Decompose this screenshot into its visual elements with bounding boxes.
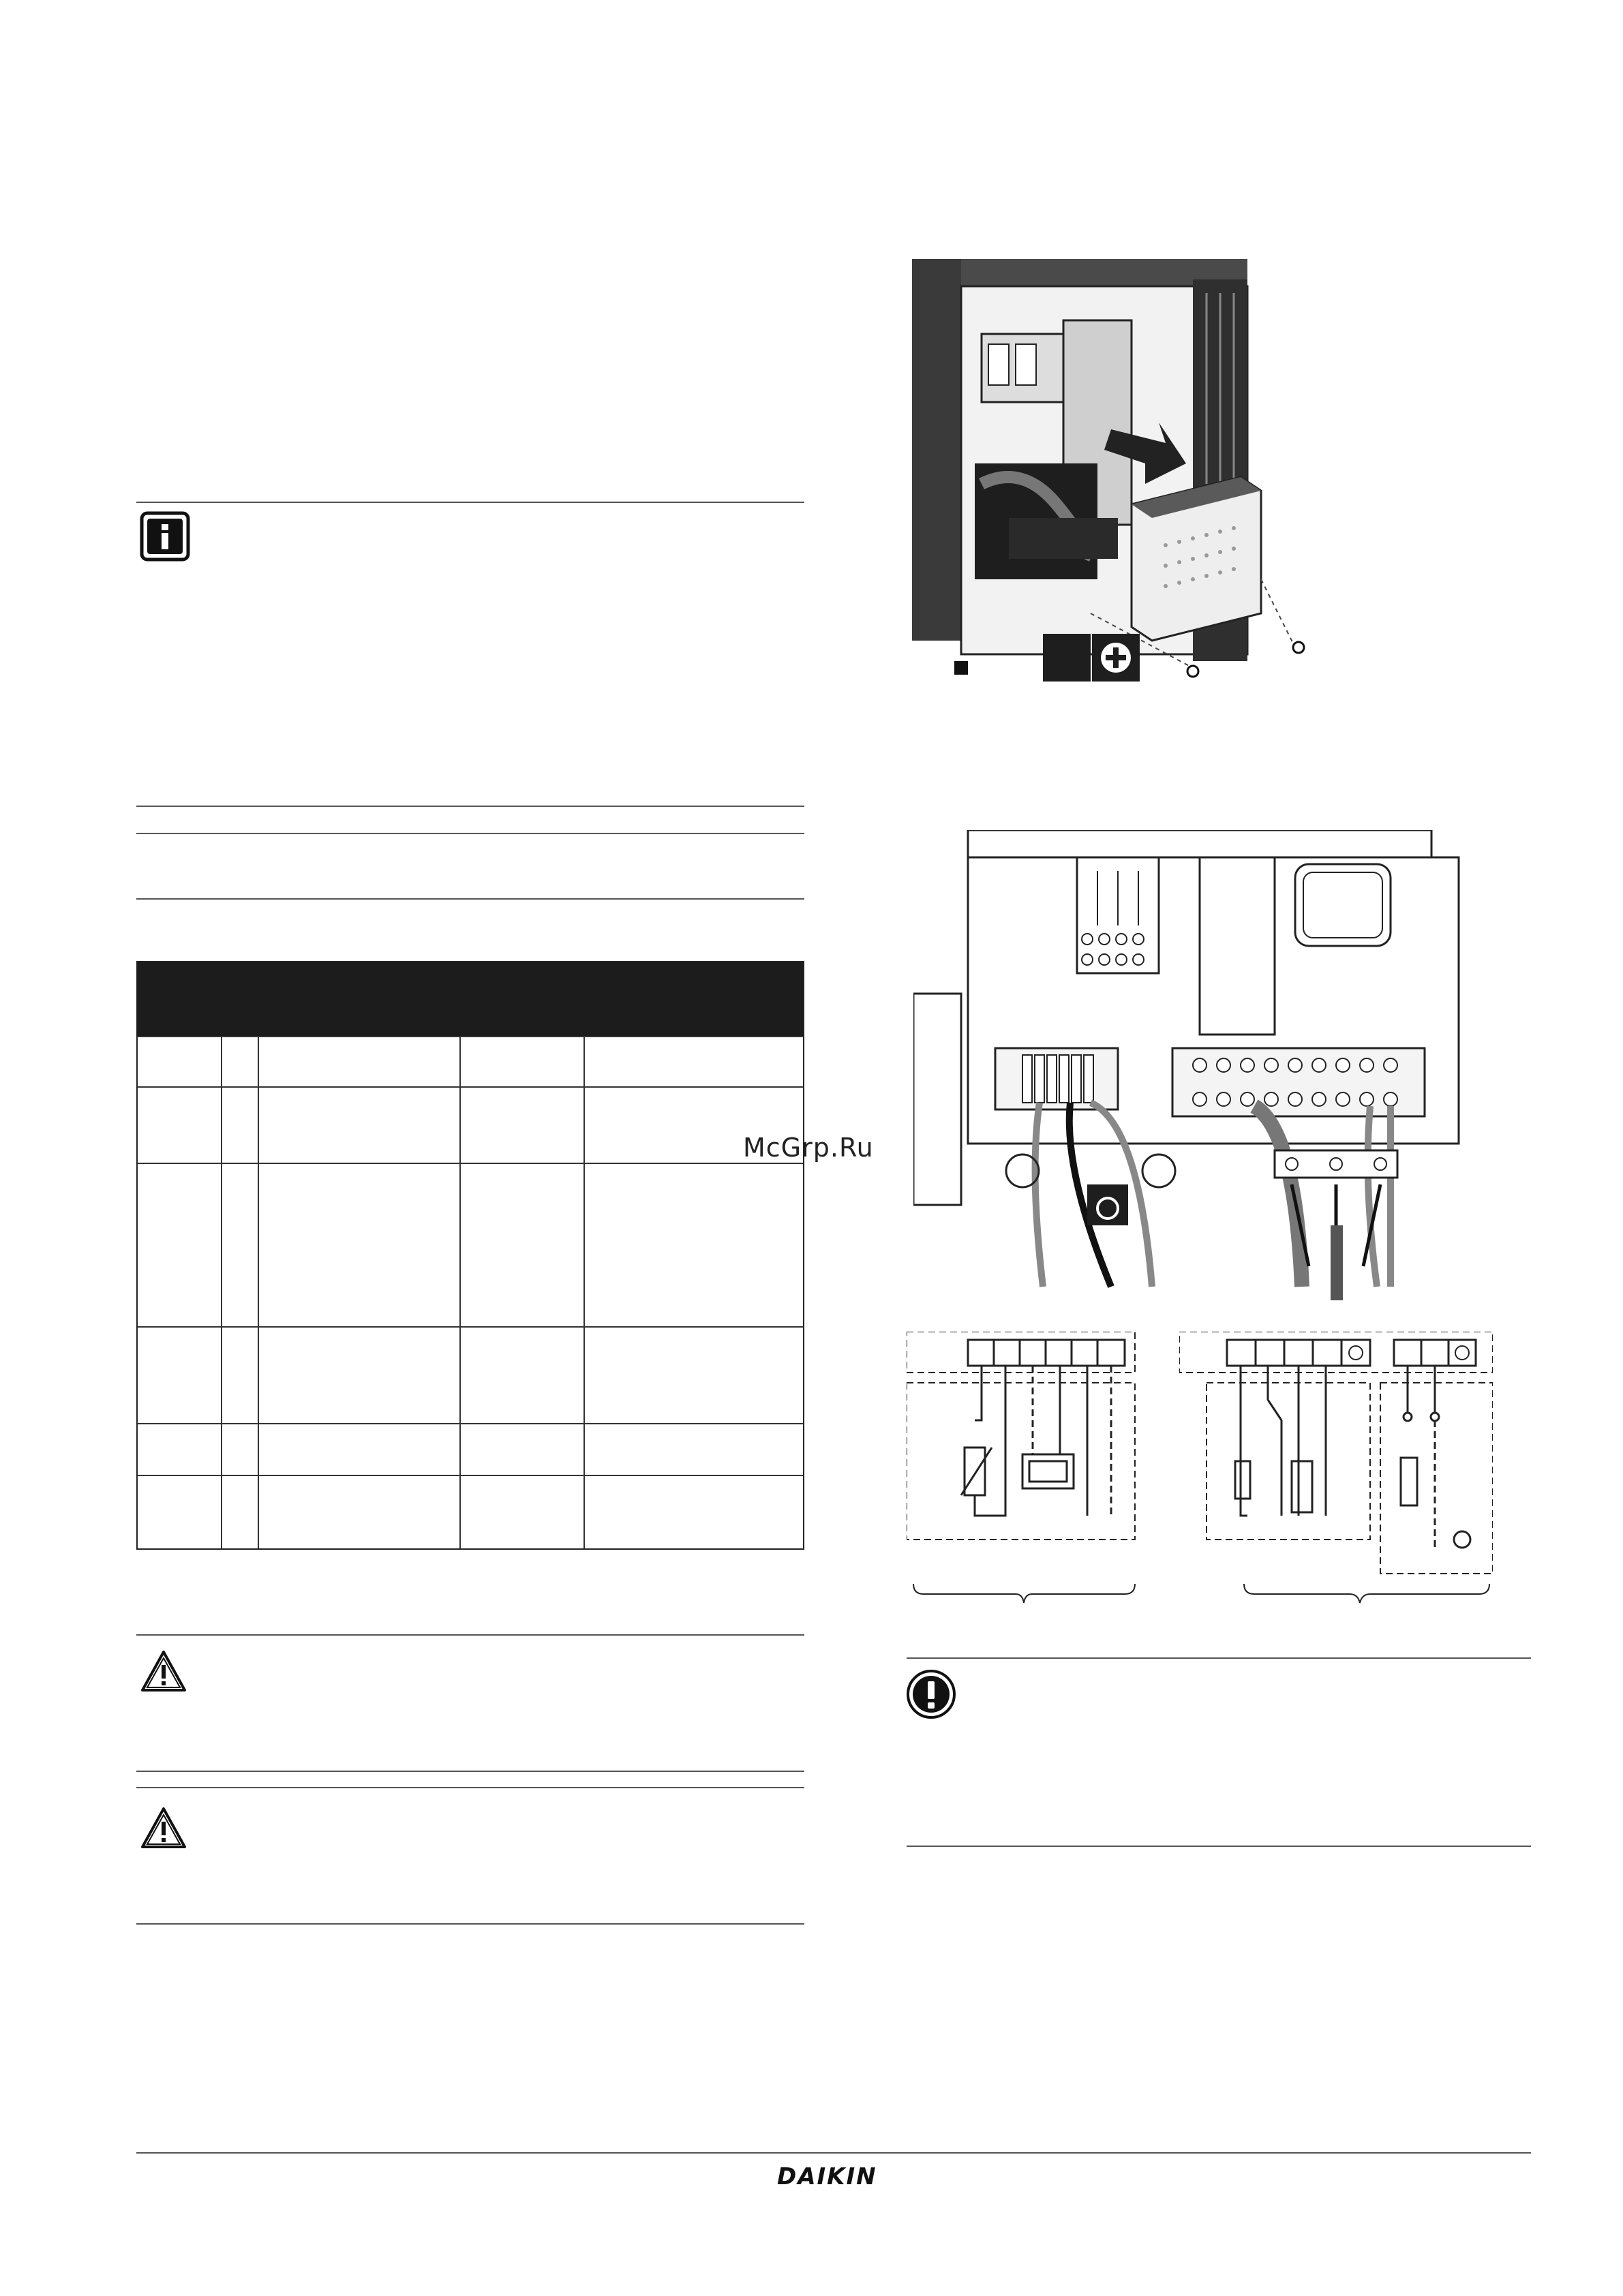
warning2-top-rule: [136, 1787, 804, 1788]
wiring-schematic-right: [1179, 1332, 1493, 1604]
table-row: [138, 1423, 803, 1424]
table-row: [138, 1475, 803, 1476]
warning-icon: [140, 1806, 187, 1850]
unit-cover-removal-illustration: [907, 259, 1316, 695]
brand-logo: DAIKIN: [777, 2163, 877, 2190]
wiring-table: [136, 961, 804, 1550]
table-row: [138, 1086, 803, 1088]
table-header: [138, 962, 803, 1036]
table-row: [138, 1163, 803, 1164]
wiring-schematic-left: [907, 1332, 1138, 1604]
warning1-bottom-rule: [136, 1771, 804, 1772]
section-rule-3: [136, 898, 804, 900]
section-rule-2: [136, 833, 804, 834]
section-rule-1: [136, 806, 804, 807]
warning-icon: [140, 1649, 187, 1693]
table-column-divider: [459, 1036, 461, 1548]
info-icon: [140, 511, 190, 562]
warning2-bottom-rule: [136, 1923, 804, 1925]
table-row: [138, 1326, 803, 1328]
important-note-top-rule: [907, 1657, 1531, 1659]
watermark-text: McGrp.Ru: [743, 1133, 874, 1163]
table-column-divider: [258, 1036, 259, 1548]
important-note-bottom-rule: [907, 1846, 1531, 1847]
exclamation-icon: [905, 1668, 957, 1720]
table-column-divider: [221, 1036, 222, 1548]
terminal-block-illustration: [913, 830, 1493, 1300]
warning1-top-rule: [136, 1634, 804, 1636]
table-column-divider: [583, 1036, 585, 1548]
footer-rule: [136, 2152, 1531, 2154]
info-note-top-rule: [136, 502, 804, 503]
table-row: [138, 1036, 803, 1037]
